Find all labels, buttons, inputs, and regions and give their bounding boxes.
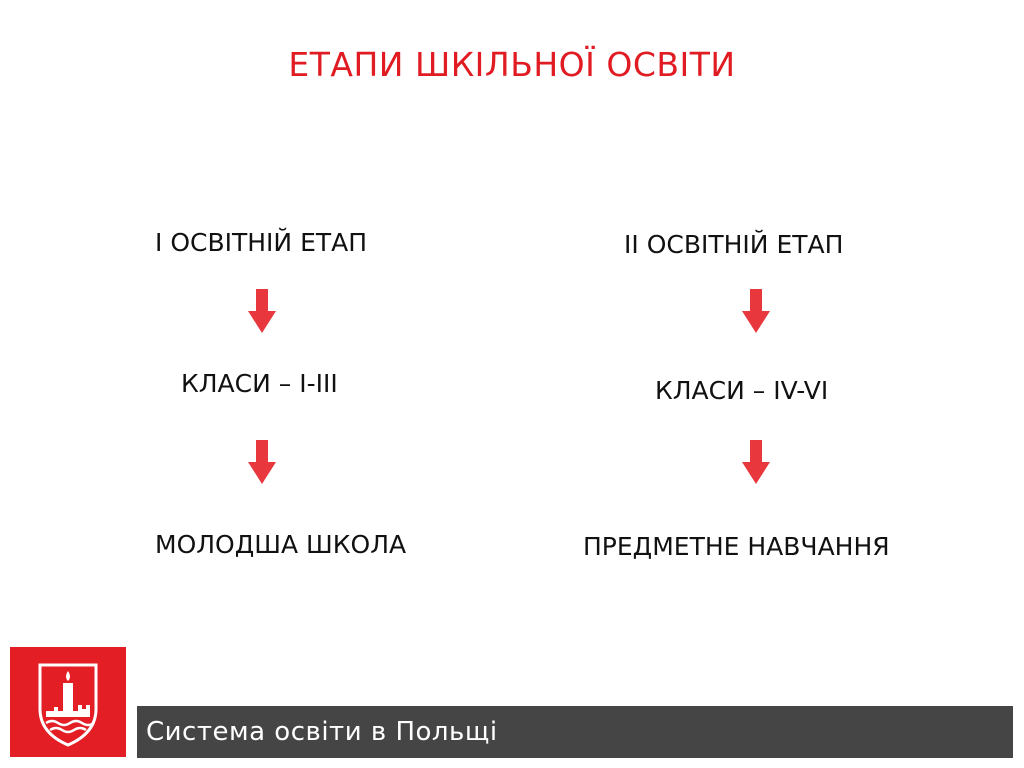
footer-bar (137, 706, 1013, 758)
stage-1-heading: I ОСВІТНІЙ ЕТАП (155, 228, 368, 257)
stage-2-heading: II ОСВІТНІЙ ЕТАП (624, 230, 844, 259)
stage-2-grades: КЛАСИ – IV-VI (655, 376, 829, 405)
footer-caption: Система освіти в Польщі (146, 717, 498, 747)
arrow-down-icon (248, 440, 276, 484)
stage-2-school-type: ПРЕДМЕТНЕ НАВЧАННЯ (583, 532, 890, 561)
stage-1-grades: КЛАСИ – I-III (181, 369, 338, 398)
slide-title: ЕТАПИ ШКІЛЬНОЇ ОСВІТИ (288, 45, 736, 84)
city-crest-icon (10, 647, 126, 757)
stage-1-school-type: МОЛОДША ШКОЛА (155, 530, 407, 559)
arrow-down-icon (248, 289, 276, 333)
arrow-down-icon (742, 289, 770, 333)
arrow-down-icon (742, 440, 770, 484)
